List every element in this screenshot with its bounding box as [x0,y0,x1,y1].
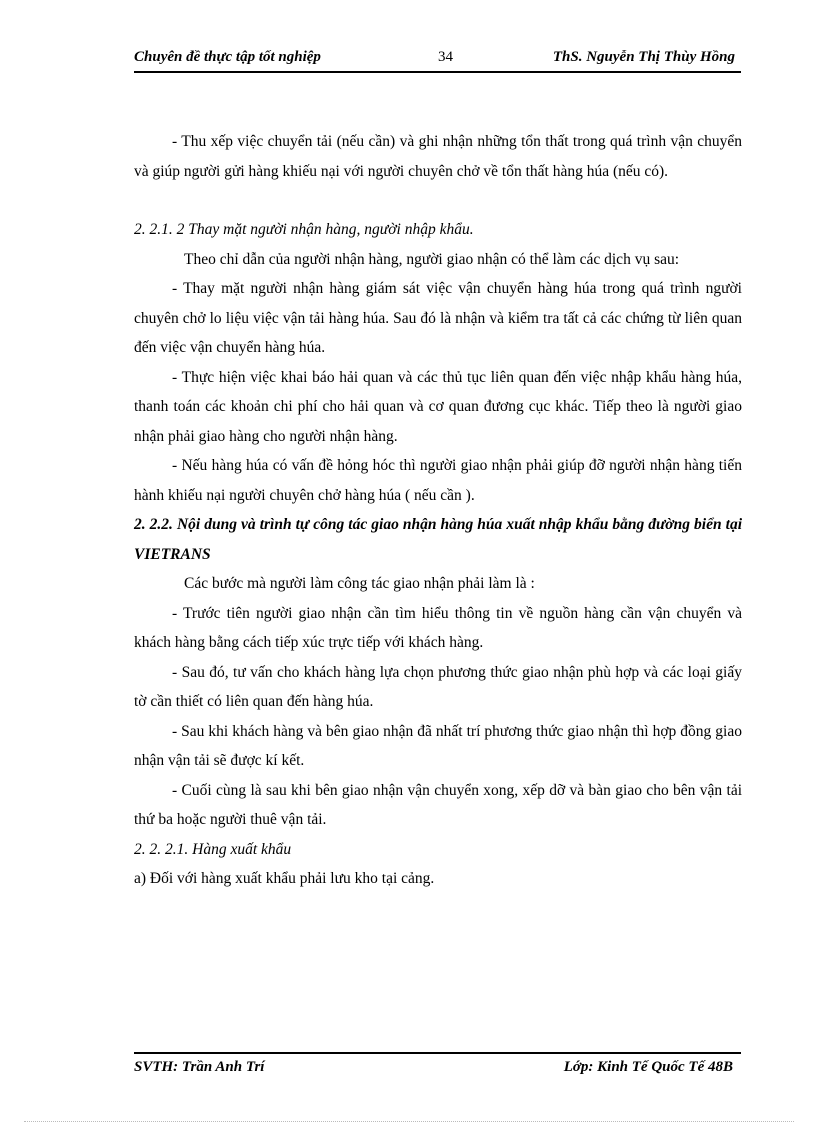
paragraph: - Thực hiện việc khai báo hải quan và các thủ tục liên quan đến việc nhập khẩu hàng húa, thanh toán các khoản chi phí cho hải quan và cơ quan đương cục khác. Tiếp theo là người giao nhận phải giao hàng cho người nhận hàng. [134,368,742,445]
header-title: Chuyên đề thực tập tốt nghiệp [134,49,321,65]
paragraph: Theo chỉ dẫn của người nhận hàng, người giao nhận có thể làm các dịch vụ sau: [184,250,680,268]
page-footer [134,1052,741,1078]
footer-class: Lớp: Kinh Tế Quốc Tế 48B [563,1059,733,1075]
paragraph: - Sau đó, tư vấn cho khách hàng lựa chọn phương thức giao nhận phù hợp và các loại giấy tờ cần thiết có liên quan đến hàng húa. [134,663,742,710]
paragraph: - Sau khi khách hàng và bên giao nhận đã nhất trí phương thức giao nhận thì hợp đồng giao nhận vận tải sẽ được kí kết. [134,722,742,769]
paragraph: a) Đối với hàng xuất khẩu phải lưu kho tại cảng. [134,870,435,887]
header-author: ThS. Nguyễn Thị Thùy Hồng [552,49,735,65]
paragraph: - Cuối cùng là sau khi bên giao nhận vận chuyển xong, xếp dỡ và bàn giao cho bên vận tải thứ ba hoặc người thuê vận tải. [134,781,742,828]
footer-student: SVTH: Trần Anh Trí [134,1059,265,1075]
paragraph: - Nếu hàng húa có vấn đề hỏng hóc thì người giao nhận phải giúp đỡ người nhận hàng tiến hành khiếu nại người chuyên chở hàng húa ( nếu cần ). [134,457,742,504]
page-header [134,47,741,73]
paragraph: - Thay mặt người nhận hàng giám sát việc vận chuyển hàng húa trong quá trình người chuyên chở lo liệu việc vận tải hàng húa. Sau đó là nhận và kiểm tra tất cả các chứng từ liên quan đến việc vận chuyển hàng húa. [134,280,742,356]
page-edge-divider [24,1121,794,1122]
section-heading: 2. 2.1. 2 Thay mặt người nhận hàng, người nhập khẩu. [134,221,474,238]
body-text [134,127,742,894]
paragraph: - Thu xếp việc chuyển tải (nếu cần) và ghi nhận những tổn thất trong quá trình vận chuyển và giúp người gửi hàng khiếu nại với người chuyên chở về tổn thất hàng húa (nếu có). [134,133,742,180]
page-number: 34 [438,49,453,65]
section-heading: 2. 2.2. Nội dung và trình tự công tác giao nhận hàng húa xuất nhập khẩu bằng đường biển tại VIETRANS [134,516,742,563]
paragraph: - Trước tiên người giao nhận cần tìm hiểu thông tin về nguồn hàng cần vận chuyển và khách hàng bằng cách tiếp xúc trực tiếp với khách hàng. [134,604,742,651]
subsection-heading: 2. 2. 2.1. Hàng xuất khẩu [134,840,292,858]
paragraph: Các bước mà người làm công tác giao nhận phải làm là : [184,575,535,592]
